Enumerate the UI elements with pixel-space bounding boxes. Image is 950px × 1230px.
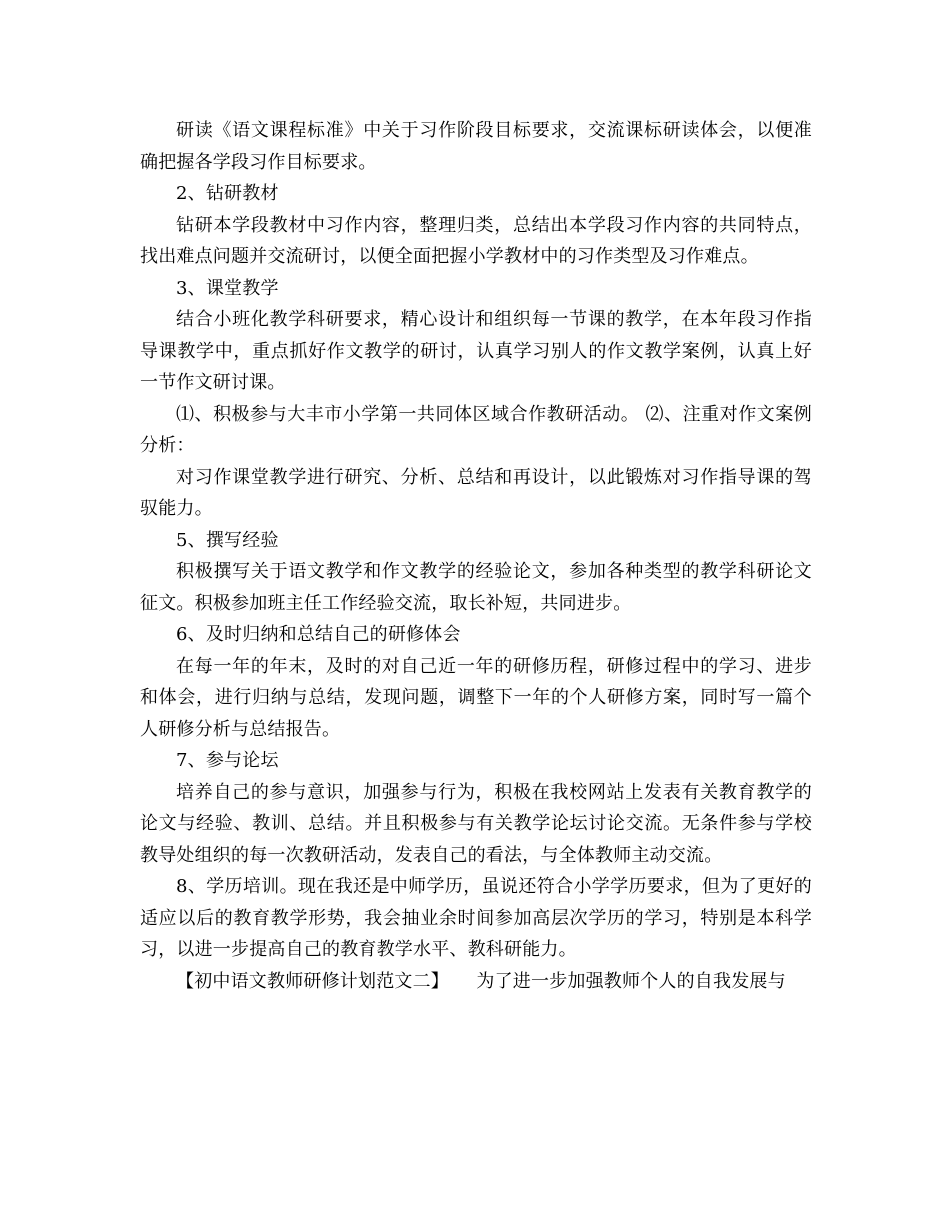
paragraph-case-analysis: 对习作课堂教学进行研究、分析、总结和再设计，以此锻炼对习作指导课的驾驭能力。 [140,466,812,519]
paragraph-degree-training: 8、学历培训。现在我还是中师学历，虽说还符合小学学历要求，但为了更好的适应以后的教育教学形势，我会抽业余时间参加高层次学历的学习，特别是本科学习，以进一步提高自己的教育教学水平、教科研能力。 [140,876,812,960]
heading-classroom-teaching: 3、课堂教学 [176,277,279,299]
paragraph-summarize: 在每一年的年末，及时的对自己近一年的研修历程，研修过程中的学习、进步和体会，进行归纳与总结，发现问题，调整下一年的个人研修方案，同时写一篇个人研修分析与总结报告。 [140,655,812,740]
heading-study-textbook: 2、钻研教材 [176,183,279,204]
heading-forum: 7、参与论坛 [176,750,279,771]
paragraph-forum: 培养自己的参与意识，加强参与行为，积极在我校网站上发表有关教育教学的论文与经验、教训、总结。并且积极参与有关教学论坛讨论交流。无条件参与学校教导处组织的每一次教研活动，发表自己的看法，与全体教师主动交流。 [140,781,812,866]
paragraph-sample-two: 【初中语文教师研修计划范文二】 为了进一步加强教师个人的自我发展与 [176,970,786,992]
paragraph-write-experience: 积极撰写关于语文教学和作文教学的经验论文，参加各种类型的教学科研论文征文。积极参加班主任工作经验交流，取长补短，共同进步。 [140,561,812,614]
paragraph-study-textbook: 钻研本学段教材中习作内容，整理归类，总结出本学段习作内容的共同特点，找出难点问题并交流研讨，以便全面把握小学教材中的习作类型及习作难点。 [140,214,812,267]
heading-write-experience: 5、撰写经验 [176,529,279,551]
paragraph-activities: ⑴、积极参与大丰市小学第一共同体区域合作教研活动。 ⑵、注重对作文案例分析： [140,403,812,456]
heading-summarize: 6、及时归纳和总结自己的研修体会 [176,624,461,645]
document-body [140,115,812,997]
paragraph-intro: 研读《语文课程标准》中关于习作阶段目标要求，交流课标研读体会，以便准确把握各学段习作目标要求。 [140,120,812,173]
paragraph-classroom-teaching: 结合小班化教学科研要求，精心设计和组织每一节课的教学，在本年段习作指导课教学中，重点抓好作文教学的研讨，认真学习别人的作文教学案例，认真上好一节作文研讨课。 [140,309,812,393]
